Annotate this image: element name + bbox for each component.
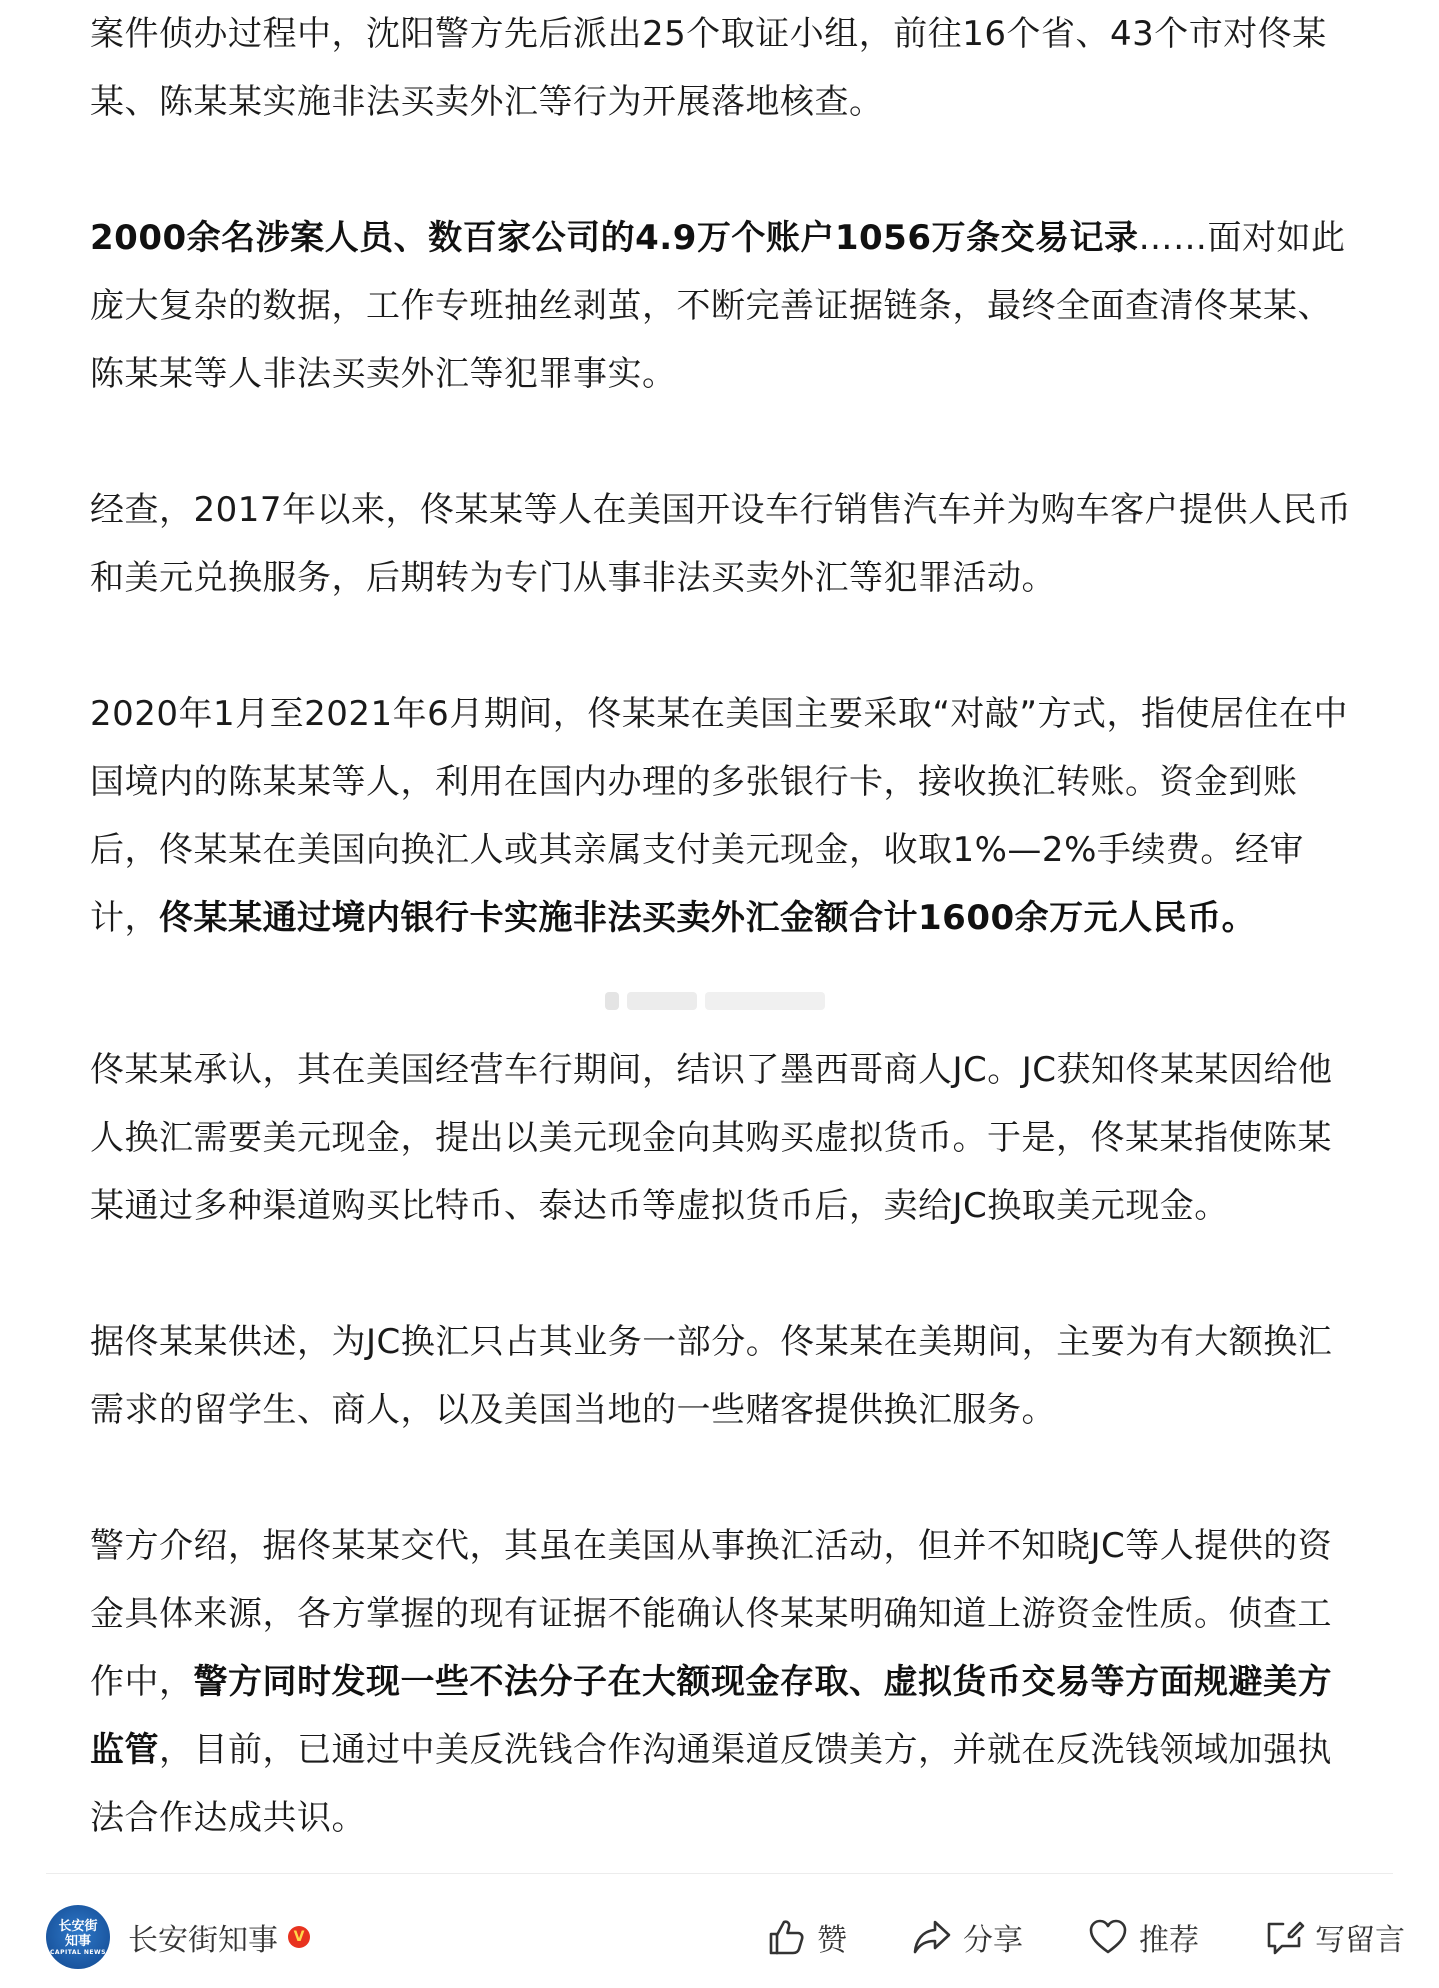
- divider-bar: [627, 992, 697, 1010]
- paragraph-7-text: 警方介绍，据佟某某交代，其虽在美国从事换汇活动，但并不知晓JC等人提供的资金具体来源，各方掌握的现有证据不能确认佟某某明确知道上游资金性质。侦查工作中，: [90, 1526, 1333, 1702]
- divider-bar: [705, 992, 825, 1010]
- divider-bar: [605, 992, 619, 1010]
- paragraph-2-highlight: 2000余名涉案人员、数百家公司的4.9万个账户1056万条交易记录: [90, 218, 1139, 258]
- paragraph-2: [90, 204, 1360, 408]
- account-name[interactable]: 长安街知事: [128, 1923, 278, 1958]
- account-info[interactable]: [46, 1905, 310, 1969]
- paragraph-3: [90, 476, 1360, 612]
- paragraph-7: [90, 1512, 1360, 1852]
- share-button[interactable]: [911, 1915, 1023, 1959]
- paragraph-2-text: ……面对如此庞大复杂的数据，工作专班抽丝剥茧，不断完善证据链条，最终全面查清佟某某、陈某某等人非法买卖外汇等犯罪事实。: [90, 218, 1346, 394]
- like-button[interactable]: [765, 1915, 847, 1959]
- comment-button[interactable]: [1263, 1915, 1405, 1959]
- paragraph-7-text-end: ，目前，已通过中美反洗钱合作沟通渠道反馈美方，并就在反洗钱领域加强执法合作达成共识。: [90, 1730, 1332, 1838]
- recommend-label: 推荐: [1139, 1923, 1199, 1958]
- paragraph-4: [90, 680, 1360, 952]
- paragraph-7-highlight: 警方同时发现一些不法分子在大额现金存取、虚拟货币交易等方面规避美方监管: [90, 1662, 1332, 1770]
- action-bar: [701, 1915, 1405, 1959]
- avatar-text-top: 长安街: [58, 1918, 98, 1934]
- footer-bar: [46, 1905, 1405, 1969]
- heart-icon: [1087, 1916, 1129, 1958]
- paragraph-4-highlight: 佟某某通过境内银行卡实施非法买卖外汇金额合计1600余万元人民币。: [159, 898, 1257, 938]
- paragraph-1-text: 案件侦办过程中，沈阳警方先后派出25个取证小组，前往16个省、43个市对佟某某、陈某某实施非法买卖外汇等行为开展落地核查。: [90, 14, 1327, 122]
- share-arrow-icon: [911, 1916, 953, 1958]
- avatar-text-small: CAPITAL NEWS: [50, 1948, 106, 1956]
- article-body: [90, 0, 1360, 1920]
- image-divider: [605, 984, 835, 1018]
- paragraph-6: [90, 1308, 1360, 1444]
- recommend-button[interactable]: [1087, 1915, 1199, 1959]
- verified-badge-icon: V: [288, 1926, 310, 1948]
- avatar-text-bottom: 知事: [64, 1933, 91, 1949]
- comment-edit-icon: [1263, 1916, 1305, 1958]
- like-label: 赞: [817, 1923, 847, 1958]
- paragraph-4-text: 2020年1月至2021年6月期间，佟某某在美国主要采取“对敲”方式，指使居住在中国境内的陈某某等人，利用在国内办理的多张银行卡，接收换汇转账。资金到账后，佟某某在美国向换汇人或其亲属支付美元现金，收取1%—2%手续费。经审计，: [90, 694, 1349, 938]
- share-label: 分享: [963, 1923, 1023, 1958]
- paragraph-6-text: 据佟某某供述，为JC换汇只占其业务一部分。佟某某在美期间，主要为有大额换汇需求的留学生、商人，以及美国当地的一些赌客提供换汇服务。: [90, 1322, 1333, 1430]
- paragraph-5: [90, 1036, 1360, 1240]
- comment-label: 写留言: [1315, 1923, 1405, 1958]
- thumbs-up-icon: [765, 1916, 807, 1958]
- paragraph-5-text: 佟某某承认，其在美国经营车行期间，结识了墨西哥商人JC。JC获知佟某某因给他人换汇需要美元现金，提出以美元现金向其购买虚拟货币。于是，佟某某指使陈某某通过多种渠道购买比特币、泰达币等虚拟货币后，卖给JC换取美元现金。: [90, 1050, 1333, 1226]
- paragraph-3-text: 经查，2017年以来，佟某某等人在美国开设车行销售汽车并为购车客户提供人民币和美元兑换服务，后期转为专门从事非法买卖外汇等犯罪活动。: [90, 490, 1352, 598]
- paragraph-1: [90, 0, 1360, 136]
- avatar[interactable]: [46, 1905, 110, 1969]
- footer-divider: [46, 1873, 1393, 1874]
